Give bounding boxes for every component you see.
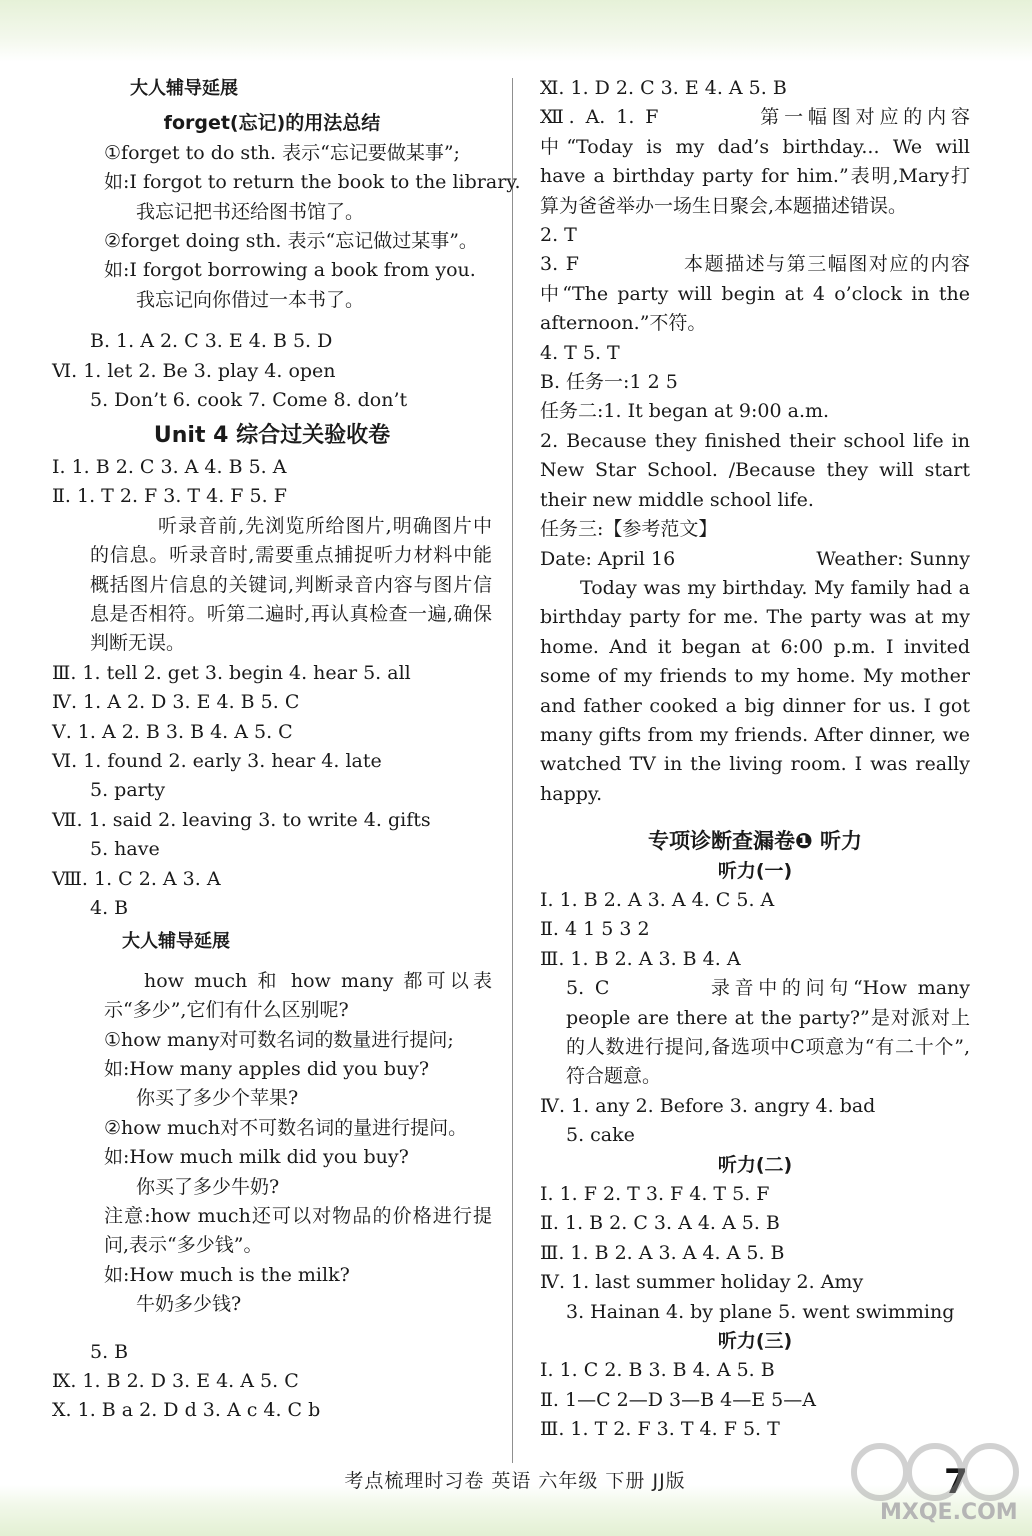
answer-line: Ⅳ. 1. any 2. Before 3. angry 4. bad <box>540 1094 876 1117</box>
column-divider <box>512 78 513 1463</box>
answer-line: 3. Hainan 4. by plane 5. went swimming <box>566 1300 955 1323</box>
note-line: 如:I forgot borrowing a book from you. <box>104 259 476 282</box>
answer-line: Ⅲ. 1. tell 2. get 3. begin 4. hear 5. all <box>52 661 411 684</box>
answer-line: Ⅰ. 1. C 2. B 3. B 4. A 5. B <box>540 1359 775 1382</box>
left-column <box>52 74 521 1426</box>
answer-line: 任务二:1. It began at 9:00 a.m. <box>540 400 830 423</box>
answer-line: Ⅱ. 4 1 5 3 2 <box>540 918 650 941</box>
explanation-paragraph: 听录音前,先浏览所给图片,明确图片中的信息。听录音时,需要重点捕捉听力材料中能概括图片信息的关键词,判断录音内容与图片信息是否相符。听第二遍时,再认真检查一遍,确保判断无误。 <box>90 514 492 655</box>
tutor-heading: 大人辅导延展 <box>130 78 238 99</box>
answer-line: Ⅸ. 1. B 2. D 3. E 4. A 5. C <box>52 1370 299 1393</box>
subsection-heading: 听力(一) <box>717 859 793 882</box>
answer-line: Ⅷ. 1. C 2. A 3. A <box>52 867 221 890</box>
answer-line: 5. party <box>90 779 166 802</box>
answer-line: 5. cake <box>566 1124 635 1147</box>
note-paragraph: 注意:how much还可以对物品的价格进行提问,表示“多少钱”。 <box>104 1205 492 1257</box>
unit-heading: Unit 4 综合过关验收卷 <box>153 423 391 449</box>
right-column <box>540 74 970 1445</box>
note-line: 如:How much milk did you buy? <box>104 1146 409 1169</box>
note-line: 如:How many apples did you buy? <box>104 1058 430 1080</box>
answer-label: 5. C <box>566 977 610 1000</box>
answer-paragraph <box>540 250 970 338</box>
answer-explanation: 录音中的问句“How many people are there at the party?”是对派对上的人数进行提问,备选项中C项意为“有二十个”,符合题意。 <box>566 977 970 1088</box>
answer-paragraph: 2. Because they finished their school life in New Star School. /Because they will start their new middle school life. <box>540 429 970 511</box>
diary-header <box>540 545 970 574</box>
sample-essay-body: Today was my birthday. My family had a birthday party for me. The party was at my home. And it began at 6:00 p.m. I invited some of my friends to my home. My mother and father cooked a big dinner for us. I got many gifts from my friends. After dinner, we watched TV in the living room. I was really happy. <box>540 576 970 805</box>
answer-line: Ⅺ. 1. D 2. C 3. E 4. A 5. B <box>540 77 787 99</box>
answer-line: Ⅱ. 1—C 2—D 3—B 4—E 5—A <box>540 1388 816 1411</box>
top-decor-band <box>0 0 1032 62</box>
note-line: ②how much对不可数名词的量进行提问。 <box>104 1116 468 1139</box>
note-line: 你买了多少个苹果? <box>136 1087 299 1110</box>
note-line: ①how many对可数名词的数量进行提问; <box>104 1028 454 1051</box>
answer-line: Ⅰ. 1. B 2. C 3. A 4. B 5. A <box>52 455 287 478</box>
answer-line: 4. T 5. T <box>540 341 620 364</box>
note-line: ①forget to do sth. 表示“忘记要做某事”; <box>104 141 460 164</box>
note-line: 如:I forgot to return the book to the library. <box>104 171 521 194</box>
diary-weather: Weather: Sunny <box>816 547 970 570</box>
diary-date: Date: April 16 <box>540 547 676 570</box>
answer-line: Ⅵ. 1. found 2. early 3. hear 4. late <box>52 749 382 772</box>
answer-line: Ⅲ. 1. B 2. A 3. A 4. A 5. B <box>540 1241 785 1264</box>
answer-line: B. 任务一:1 2 5 <box>540 371 678 394</box>
answer-line: Ⅱ. 1. T 2. F 3. T 4. F 5. F <box>52 485 287 508</box>
tutor-heading: 大人辅导延展 <box>122 931 230 953</box>
note-line: 如:How much is the milk? <box>104 1263 350 1286</box>
answer-line: Ⅰ. 1. B 2. A 3. A 4. C 5. A <box>540 888 775 911</box>
note-line: 你买了多少牛奶? <box>136 1175 280 1198</box>
page-footer: 考点梳理时习卷 英语 六年级 下册 JJ版 <box>344 1470 686 1492</box>
answer-line: 5. B <box>90 1340 129 1363</box>
answer-explanation: 本题描述与第三幅图对应的内容中“The party will begin at 4 o’clock in the afternoon.”不符。 <box>540 253 970 335</box>
answer-line: Ⅹ. 1. B a 2. D d 3. A c 4. C b <box>52 1399 321 1422</box>
answer-line: 5. Don’t 6. cook 7. Come 8. don’t <box>90 389 408 412</box>
answer-line: 5. have <box>90 838 160 861</box>
answer-line: Ⅳ. 1. last summer holiday 2. Amy <box>540 1271 864 1294</box>
note-paragraph: how much 和 how many 都可以表示“多少”,它们有什么区别呢? <box>104 969 492 1022</box>
subsection-heading: 听力(二) <box>717 1153 793 1176</box>
answer-line: Ⅶ. 1. said 2. leaving 3. to write 4. gifts <box>52 808 431 831</box>
note-line: 牛奶多少钱? <box>136 1293 242 1316</box>
note-line: ②forget doing sth. 表示“忘记做过某事”。 <box>104 230 478 253</box>
section-heading: 专项诊断查漏卷❶ 听力 <box>647 829 863 854</box>
page-number: 7 <box>944 1462 968 1502</box>
forget-title: forget(忘记)的用法总结 <box>163 112 381 135</box>
answer-line: 2. T <box>540 224 577 247</box>
sample-essay-heading: 任务三:【参考范文】 <box>540 518 718 541</box>
answer-label: Ⅻ. A. 1. F <box>540 106 659 129</box>
answer-line: 4. B <box>90 896 129 919</box>
answer-line: Ⅳ. 1. A 2. D 3. E 4. B 5. C <box>52 691 300 714</box>
answer-line: Ⅱ. 1. B 2. C 3. A 4. A 5. B <box>540 1212 780 1235</box>
answer-explanation: 第一幅图对应的内容中“Today is my dad’s birthday... We will have a birthday party for him.”表明,Mary打算为爸爸举办一场生日聚会,本题描述错误。 <box>540 106 970 217</box>
answer-paragraph <box>540 103 970 221</box>
note-line: 我忘记把书还给图书馆了。 <box>136 200 365 223</box>
answer-line: Ⅲ. 1. T 2. F 3. T 4. F 5. T <box>540 1418 780 1441</box>
answer-line: Ⅵ. 1. let 2. Be 3. play 4. open <box>52 359 336 382</box>
answer-label: 3. F <box>540 253 579 276</box>
watermark-site: MXQE.COM <box>880 1500 1018 1525</box>
answer-line: B. 1. A 2. C 3. E 4. B 5. D <box>90 330 333 353</box>
answer-line: Ⅰ. 1. F 2. T 3. F 4. T 5. F <box>540 1183 770 1206</box>
note-line: 我忘记向你借过一本书了。 <box>136 288 365 311</box>
subsection-heading: 听力(三) <box>717 1330 793 1353</box>
answer-line: Ⅴ. 1. A 2. B 3. B 4. A 5. C <box>52 720 293 743</box>
answer-paragraph <box>540 974 970 1092</box>
answer-line: Ⅲ. 1. B 2. A 3. B 4. A <box>540 947 741 970</box>
